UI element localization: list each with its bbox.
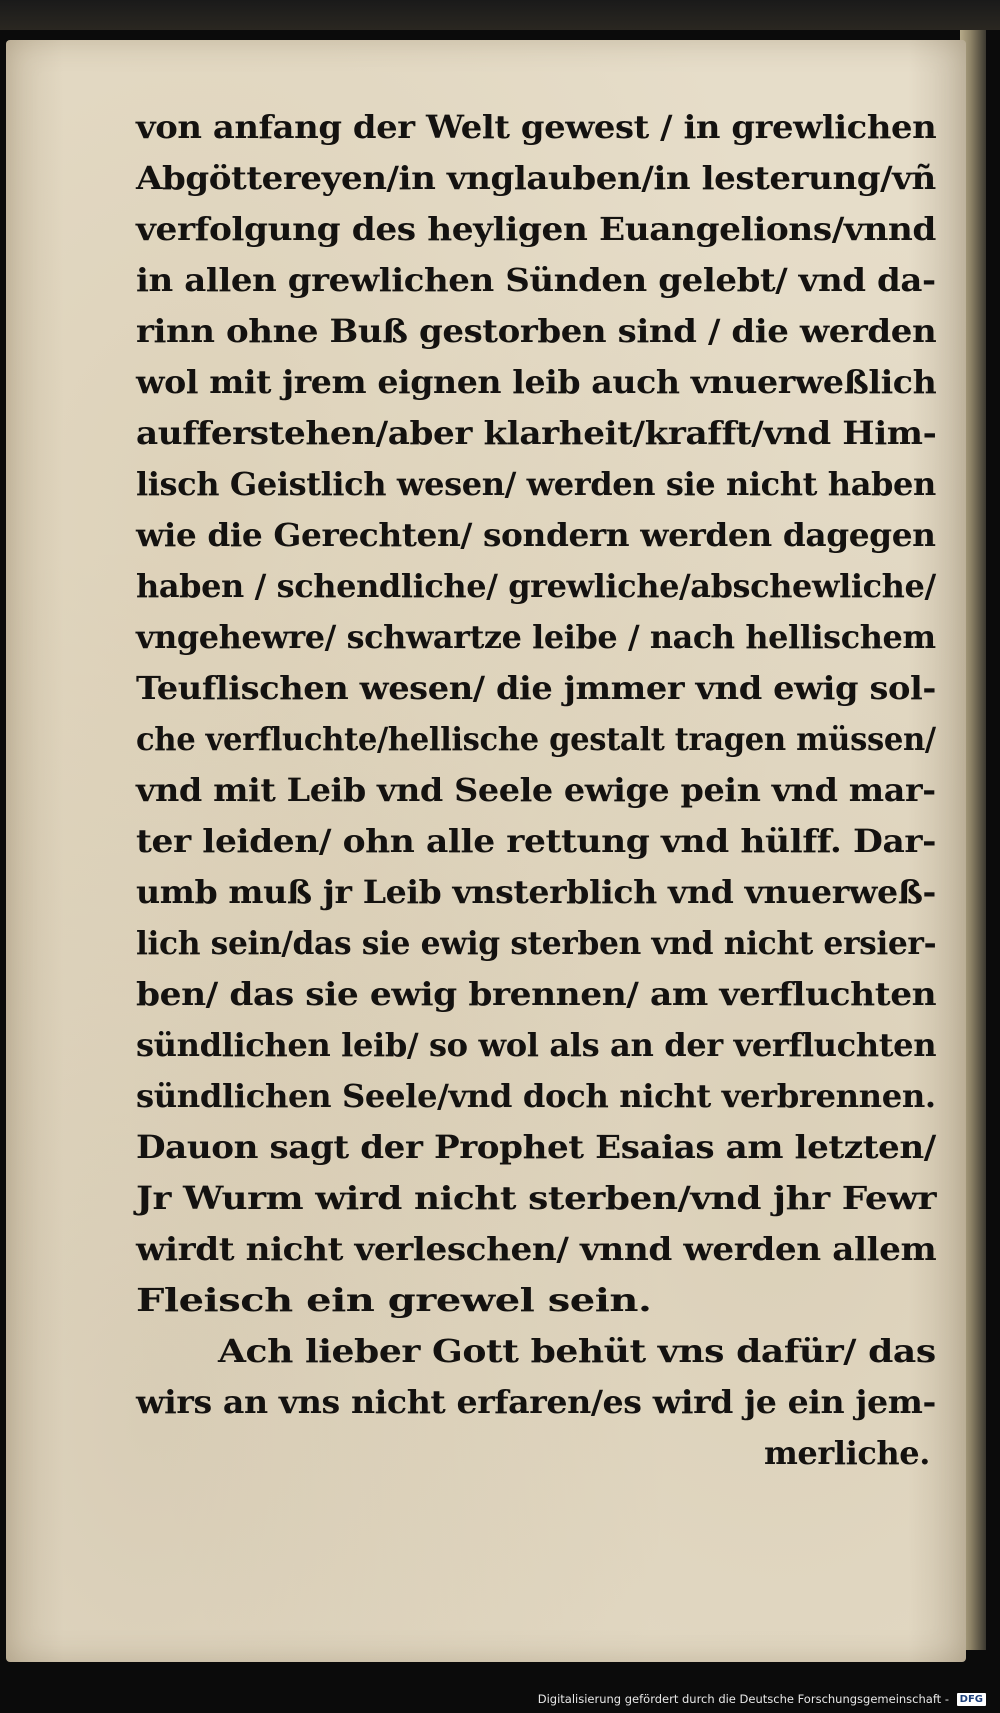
text-line: haben / schendliche/ grewliche/abschewliche/ [136,567,936,605]
footer-credit-text: Digitalisierung gefördert durch die Deutsche Forschungsgemeinschaft - [537,1692,949,1706]
text-line: Jr Wurm wird nicht sterben/vnd jhr Fewr [136,1179,937,1217]
dfg-logo: DFG [957,1693,986,1706]
text-line: umb muß jr Leib vnsterblich vnd vnuerweß- [136,873,936,911]
text-line: ter leiden/ ohn alle rettung vnd hülff. Dar- [136,822,936,860]
paragraph-start-line: Ach lieber Gott behüt vns dafür/ das [218,1332,936,1370]
digitization-footer [538,1687,986,1711]
text-line: wol mit jrem eignen leib auch vnuerweßlich [136,363,937,401]
text-line: vnd mit Leib vnd Seele ewige pein vnd mar- [136,771,936,809]
text-line: Teuflischen wesen/ die jmmer vnd ewig sol- [136,669,936,707]
text-line: wirdt nicht verleschen/ vnnd werden allem [136,1230,937,1268]
text-line: sündlichen Seele/vnd doch nicht verbrennen. [136,1077,936,1115]
catchword: merliche. [763,1434,930,1472]
text-line: rinn ohne Buß gestorben sind / die werden [136,312,937,350]
text-line: aufferstehen/aber klarheit/krafft/vnd Him- [136,414,937,452]
text-line: ben/ das sie ewig brennen/ am verfluchten [136,975,937,1013]
text-line: Abgöttereyen/in vnglauben/in lesterung/vñ [136,159,936,197]
text-line: vngehewre/ schwartze leibe / nach hellischem [136,618,936,656]
text-line: sündlichen leib/ so wol als an der verfluchten [136,1026,937,1064]
text-line: che verfluchte/hellische gestalt tragen müssen/ [136,720,936,758]
book-page [6,40,966,1662]
text-line: Dauon sagt der Prophet Esaias am letzten/ [136,1128,936,1166]
top-dark-strip [0,0,1000,30]
text-line: in allen grewlichen Sünden gelebt/ vnd da- [136,261,936,299]
page-text [136,102,936,1479]
text-line: lich sein/das sie ewig sterben vnd nicht ersier- [136,924,937,962]
text-line: wirs an vns nicht erfaren/es wird je ein jem- [136,1383,936,1421]
text-line: von anfang der Welt gewest / in grewlichen [136,108,937,146]
text-line: lisch Geistlich wesen/ werden sie nicht haben [136,465,936,503]
text-line: verfolgung des heyligen Euangelions/vnnd [136,210,937,248]
text-line: Fleisch ein grewel sein. [136,1281,652,1319]
text-line: wie die Gerechten/ sondern werden dagegen [136,516,936,554]
